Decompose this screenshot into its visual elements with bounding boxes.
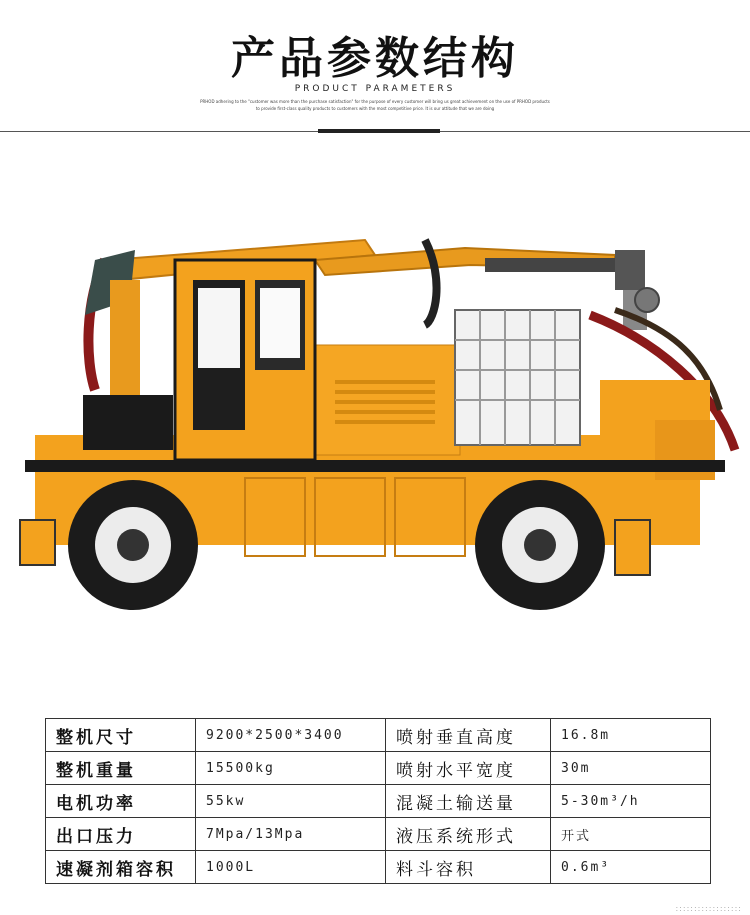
spec-row bbox=[46, 851, 711, 884]
spec-row bbox=[46, 818, 711, 851]
spec-value: 9200*2500*3400 bbox=[196, 719, 386, 752]
spec-value: 0.6m³ bbox=[551, 851, 711, 884]
spec-value: 30m bbox=[551, 752, 711, 785]
spec-label: 料斗容积 bbox=[386, 851, 551, 884]
spec-label: 整机重量 bbox=[46, 752, 196, 785]
spec-value: 16.8m bbox=[551, 719, 711, 752]
spec-label: 整机尺寸 bbox=[46, 719, 196, 752]
spec-label: 混凝土输送量 bbox=[386, 785, 551, 818]
shotcrete-machine-image bbox=[15, 220, 745, 630]
spec-value: 5-30m³/h bbox=[551, 785, 711, 818]
spec-label: 出口压力 bbox=[46, 818, 196, 851]
spec-value: 15500kg bbox=[196, 752, 386, 785]
spec-row bbox=[46, 752, 711, 785]
page-subtitle: PRODUCT PARAMETERS bbox=[294, 84, 456, 94]
spec-value: 1000L bbox=[196, 851, 386, 884]
spec-value: 55kw bbox=[196, 785, 386, 818]
spec-label: 喷射水平宽度 bbox=[386, 752, 551, 785]
watermark: :::::::::::::::::: bbox=[675, 904, 742, 913]
header-blurb: PRHOD adhering to the "customer was more than the purchase satisfaction" for the purpose of every customer will bring us great achievement on the use of PRHOD products to provide first-class quality products to customers with the most competitive price. It is our attitude that we are doing bbox=[200, 99, 550, 111]
spec-row bbox=[46, 719, 711, 752]
spec-value: 7Mpa/13Mpa bbox=[196, 818, 386, 851]
spec-label: 速凝剂箱容积 bbox=[46, 851, 196, 884]
page-header bbox=[0, 0, 750, 140]
spec-table bbox=[45, 718, 711, 884]
header-divider-accent bbox=[318, 129, 440, 133]
spec-label: 喷射垂直高度 bbox=[386, 719, 551, 752]
spec-label: 电机功率 bbox=[46, 785, 196, 818]
page-title: 产品参数结构 bbox=[231, 33, 519, 84]
spec-label: 液压系统形式 bbox=[386, 818, 551, 851]
spec-value: 开式 bbox=[551, 818, 711, 851]
spec-row bbox=[46, 785, 711, 818]
